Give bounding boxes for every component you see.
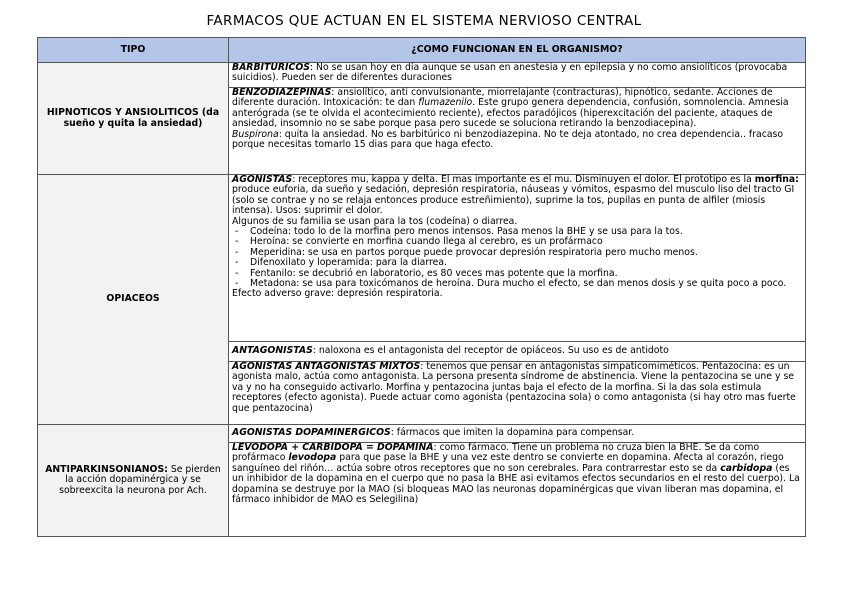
text-levodopa-term: levodopa [288, 452, 337, 464]
cell-levodopa [229, 443, 806, 537]
header-tipo: TIPO [38, 38, 229, 63]
list-item: - Codeína: todo lo de la morfina pero menos intensos. Pasa menos la BHE y se usa para la tos. [250, 227, 802, 237]
cell-antagonistas [229, 342, 806, 362]
lead-dopaminergicos: AGONISTAS DOPAMINERGICOS [232, 427, 391, 439]
cell-dopaminergicos [229, 425, 806, 443]
label-antiparkinsonianos-rest: Se pierden la acción dopaminérgica y se sobreexcita la neurona por Ach. [59, 463, 221, 496]
list-item: - Fentanilo: se decubrió en laboratorio, es 80 veces mas potente que la morfina. [250, 269, 802, 279]
table-header-row [38, 38, 806, 63]
text-efecto-adverso: Efecto adverso grave: depresión respiratoria. [232, 288, 443, 300]
cell-mixtos [229, 362, 806, 425]
table-row [38, 175, 806, 342]
text-levodopa-2: para que pase la BHE y una vez este dentro se convierte en dopamina. Afecta al corazón, riego sanguíneo del riñón… actúa sobre otros receptores que no son cerebrales. Para contrarrestar esto se da [232, 452, 784, 474]
table-row [38, 63, 806, 88]
text-buspirona: Buspirona [232, 128, 279, 140]
text-levodopa-3: (es un inhibidor de la dopamina en el cuerpo que no pasa la BHE asi evitamos efectos secundarios en el resto del cuerpo). La dopamina se destruye por la MAO (si bloqueas MAO las neuronas dopaminérgicas que vivan liberan mas dopamina, el fármaco inhibidor de MAO es Selegilina) [232, 462, 800, 506]
lead-levodopa: LEVODOPA + CARBIDOPA = DOPAMINA [232, 442, 434, 453]
header-funcion: ¿COMO FUNCIONAN EN EL ORGANISMO? [229, 38, 806, 63]
page-title: FARMACOS QUE ACTUAN EN EL SISTEMA NERVIOSO CENTRAL [206, 13, 642, 29]
list-item: - Heroína: se convierte en morfina cuando llega al cerebro, es un profármaco [250, 237, 802, 247]
lead-benzodiazepinas: BENZODIAZEPINAS [232, 87, 332, 98]
list-item: - Metadona: se usa para toxicómanos de heroína. Dura mucho el efecto, se dan menos dosis y se quita poco a poco. [250, 279, 802, 289]
cell-agonistas [229, 175, 806, 342]
text-familia: Algunos de su familia se usan para la tos (codeína) o diarrea. [232, 215, 518, 227]
text-carbidopa-term: carbidopa [720, 462, 773, 474]
drug-table [37, 37, 806, 537]
cell-barbituricos [229, 63, 806, 88]
lead-agonistas: AGONISTAS [232, 174, 293, 185]
cell-benzodiazepinas [229, 88, 806, 175]
text-antagonistas: : naloxona es el antagonista del receptor de opiáceos. Su uso es de antidoto [312, 345, 669, 357]
text-morfina: morfina: [754, 174, 799, 185]
text-agonistas-1: : receptores mu, kappa y delta. El mas importante es el mu. Disminuyen el dolor. El prototipo es la [292, 174, 755, 185]
label-hipnoticos: HIPNOTICOS Y ANSIOLITICOS (da sueño y quita la ansiedad) [38, 63, 229, 175]
lead-antagonistas: ANTAGONISTAS [232, 345, 313, 357]
text-mixtos: : tenemos que pensar en antagonistas simpaticomiméticos. Pentazocina: es un agonista malo, actúa como antagonista. La persona presenta síndrome de abstinencia. Viene la pentazocina se une y se va y no ha conseguido activarlo. Morfina y pentazocina juntas baja el efecto de la morfina. Si la das sola estimula receptores (efecto agonista). Puede actuar como agonista (pentazocina sola) o como antagonista (si hay otro mas fuerte que pentazocina) [232, 361, 796, 414]
table-row [38, 425, 806, 443]
label-antiparkinsonianos [38, 425, 229, 537]
lead-mixtos: AGONISTAS ANTAGONISTAS MIXTOS [232, 361, 421, 372]
text-benzo-3: : quita la ansiedad. No es barbitúrico ni benzodiazepina. No te deja atontado, no crea dependencia.. fracaso porque necesitas tomarlo 15 dias para que haga efecto. [232, 128, 784, 151]
label-opiaceos: OPIACEOS [38, 175, 229, 425]
text-levodopa-1: : como fármaco. Tiene un problema no cruza bien la BHE. Se da como profármaco [232, 442, 760, 464]
text-dopaminergicos: : fármacos que imiten la dopamina para compensar. [390, 427, 635, 439]
label-antiparkinsonianos-bold: ANTIPARKINSONIANOS: [45, 463, 168, 475]
list-item: - Meperidina: se usa en partos porque puede provocar depresión respiratoria pero mucho menos. [250, 248, 802, 258]
text-benzo-1: : ansiolítico, anti convulsionante, miorrelajante (contracturas), hipnótico, sedante. Acciones de diferente duración. Intoxicación: te dan [232, 87, 773, 109]
text-barbituricos: : No se usan hoy en día aunque se usan en anestesia y en epilepsia y no como ansiolíticos (provocaba suicidios). Pueden ser de diferentes duraciones [232, 62, 788, 84]
text-flumazenilo: flumazenilo [418, 97, 473, 109]
text-benzo-2: . Este grupo genera dependencia, confusión, somnolencia. Amnesia anterógrada (se te olvida el acontecimiento reciente), efectos paradójicos (hiperexcitación del paciente, ataques de ansiedad, insomnio no se sabe porque pasa pero sucede se soluciona retirando la benzodiacepina). [232, 97, 789, 130]
opioid-list [232, 227, 802, 289]
list-item: - Difenoxilato y loperamida: para la diarrea. [250, 258, 802, 268]
text-agonistas-2: produce euforia, da sueño y sedación, depresión respiratoria, náuseas y vómitos, espasmo del musculo liso del tracto GI (solo se contrae y no se relaja entonces produce estreñimiento), suprime la tos, pupilas en punta de alfiler (miosis intensa). Usos: suprimir el dolor. [232, 184, 795, 217]
lead-barbituricos: BARBITURICOS [232, 62, 310, 73]
